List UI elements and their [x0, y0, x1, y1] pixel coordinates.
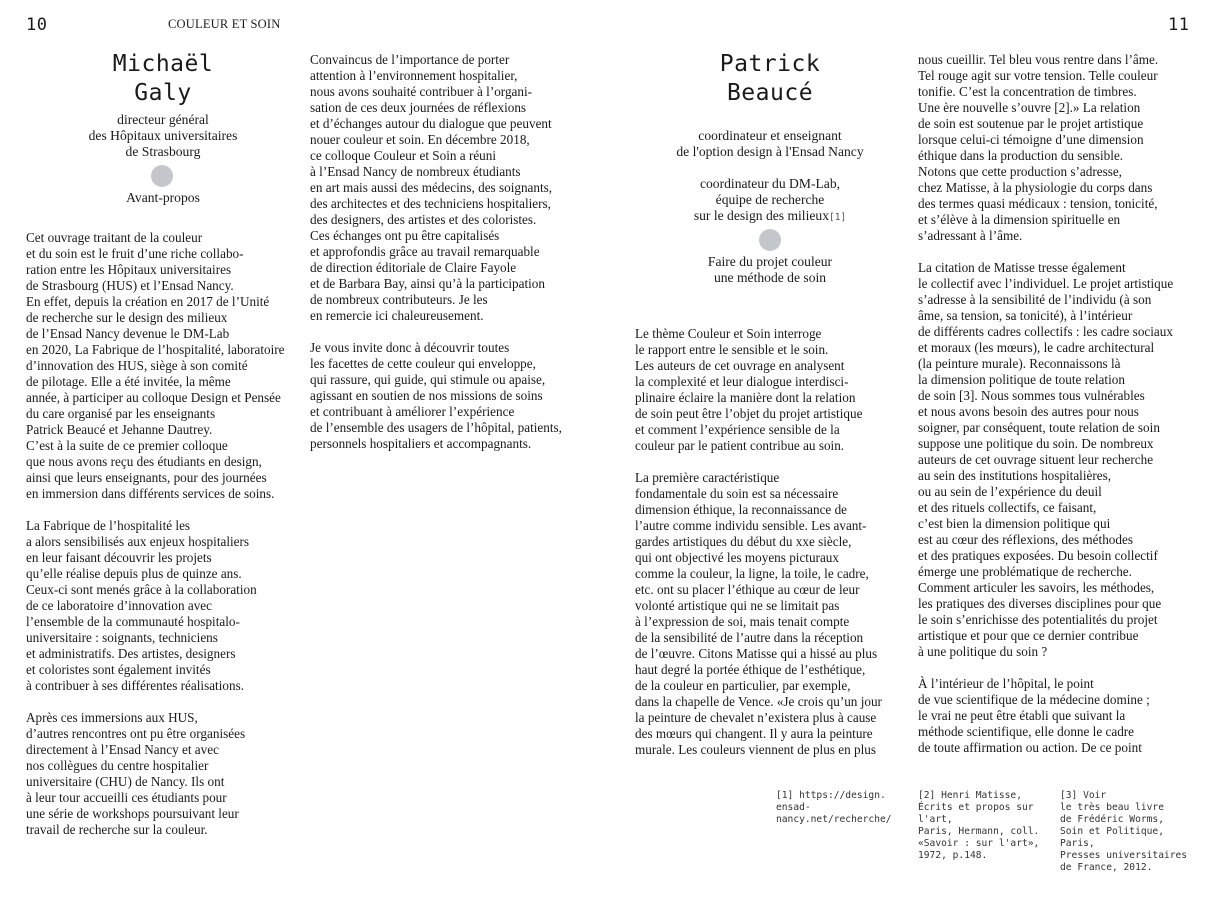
- section-title-projet-couleur: Faire du projet couleur une méthode de soin: [707, 254, 833, 285]
- separator-dot: [759, 229, 781, 251]
- paragraph: La Fabrique de l’hospitalité les a alors sensibilisés aux enjeux hospitaliers en leur faisant découvrir les projets qu’elle réalise depuis plus de quinze ans. Ceux-ci sont menés grâce à la collaboration de ce laboratoire d’innovation avec l’ensemble de la communauté hospitalo- universitaire : soignants, techniciens et administratifs. Des artistes, designers et coloristes sont également invités à contribuer à ses différentes réalisations.: [26, 518, 257, 693]
- left-column-2: [310, 52, 600, 468]
- section-title-avant-propos: Avant-propos: [126, 190, 200, 205]
- footnote-3: [3] Voir le très beau livre de Frédéric Worms, Soin et Politique, Paris, Presses universitaires de France, 2012.: [1060, 790, 1188, 873]
- paragraph: Cet ouvrage traitant de la couleur et du soin est le fruit d’une riche collabo- ration entre les Hôpitaux universitaires de Strasbourg (HUS) et l’Ensad Nancy. En effet, depuis la création en 2017 de l’Unité de recherche sur le design des milieux de l’Ensad Nancy devenue le DM-Lab en 2020, La Fabrique de l’hospitalité, laboratoire d’innovation des HUS, siège à son comité de pilotage. Elle a été invitée, la même année, à participer au colloque Design et Pensée du care organisé par les enseignants Patrick Beaucé et Jehanne Dautrey. C’est à la suite de ce premier colloque que nous avons reçu des étudiants en design, ainsi que leurs enseignants, pour des journées en immersion dans différents services de soins.: [26, 230, 285, 501]
- author-name-beauce: Patrick Beaucé: [719, 51, 821, 106]
- paragraph: nous cueillir. Tel bleu vous rentre dans l’âme. Tel rouge agit sur votre tension. Telle couleur tonifie. C’est la concentration de timbres. Une ère nouvelle s’ouvre [2].» La relation de soin est soutenue par le projet artistique lorsque celui-ci témoigne d’une dimension éthique dans la production du sensible. Notons que cette production s’adresse, chez Matisse, à la physiologie du corps dans des termes quasi médicaux : tension, tonicité, et s’élève à la dimension spirituelle en s’adressant à l’âme.: [918, 52, 1159, 243]
- separator-dot: [151, 165, 173, 187]
- right-column-2: [918, 52, 1204, 772]
- running-title: COULEUR ET SOIN: [168, 17, 281, 31]
- paragraph: Je vous invite donc à découvrir toutes les facettes de cette couleur qui enveloppe, qui rassure, qui guide, qui stimule ou apaise, agissant en soutien de nos missions de soins et contribuant à améliorer l’expérience de l’ensemble des usagers de l’hôpital, patients, personnels hospitaliers et accompagnants.: [310, 340, 562, 451]
- paragraph: La citation de Matisse tresse également le collectif avec l’individuel. Le projet artistique s’adresse à la sensibilité de l’individu (à son âme, sa tension, sa tonicité), à l’intérieur de différents cadres collectifs : les cadre sociaux et moraux (les mœurs), le cadre architectural (la peinture murale). Reconnaissons là la dimension politique de toute relation de soin [3]. Nous sommes tous vulnérables et nous avons besoin des autres pour nous soigner, par conséquent, toute relation de soin suppose une politique du soin. De nombreux auteurs de cet ouvrage situent leur recherche au sein des institutions hospitalières, ou au sein de l’expérience du deuil et des rituels collectifs, ce faisant, c’est bien la dimension politique qui est au cœur des réflexions, des méthodes et des pratiques exposées. Du besoin collectif émerge une problématique de recherche. Comment articuler les savoirs, les méthodes, les pratiques des diverses disciplines pour que le soin s’enrichisse des potentialités du projet artistique et pour que ce dernier contribue à une politique du soin ?: [918, 260, 1174, 659]
- footnote-1: [1] https://design. ensad-nancy.net/recherche/: [776, 790, 892, 825]
- footnote-2: [2] Henri Matisse, Écrits et propos sur l'art, Paris, Hermann, coll. «Savoir : sur l'art», 1972, p.148.: [918, 790, 1040, 861]
- right-column-1: [635, 326, 907, 774]
- paragraph: Après ces immersions aux HUS, d’autres rencontres ont pu être organisées directement à l’Ensad Nancy et avec nos collègues du centre hospitalier universitaire (CHU) de Nancy. Ils ont à leur tour accueilli ces étudiants pour une série de workshops poursuivant leur travail de recherche sur la couleur.: [26, 710, 246, 837]
- role-text: coordinateur du DM-Lab, équipe de recherche sur le design des milieux: [693, 176, 841, 223]
- left-page-number: 10: [26, 15, 48, 35]
- author-role-beauce-2: [636, 176, 904, 226]
- author-name-galy: Michaël Galy: [112, 51, 214, 106]
- paragraph: Convaincus de l’importance de porter attention à l’environnement hospitalier, nous avons souhaité contribuer à l’organi- sation de ces deux journées de réflexions et d’échanges autour du dialogue que peuvent nouer couleur et soin. En décembre 2018, ce colloque Couleur et Soin a réuni à l’Ensad Nancy de nombreux étudiants en art mais aussi des médecins, des soignants, des architectes et des techniciens hospitaliers, des designers, des artistes et des coloristes. Ces échanges ont pu être capitalisés et approfondis grâce au travail remarquable de direction éditoriale de Claire Fayole et de Barbara Bay, ainsi qu’à la participation de nombreux contributeurs. Je les en remercie ici chaleureusement.: [310, 52, 553, 323]
- paragraph: À l’intérieur de l’hôpital, le point de vue scientifique de la médecine domine ; le vrai ne peut être établi que suivant la méthode scientifique, elle donne le cadre de toute affirmation ou action. De ce point: [918, 676, 1150, 755]
- right-page-number: 11: [1168, 15, 1190, 35]
- author-role-beauce: coordinateur et enseignant de l'option design à l'Ensad Nancy: [676, 128, 864, 159]
- paragraph: La première caractéristique fondamentale du soin est sa nécessaire dimension éthique, la reconnaissance de l’autre comme individu sensible. Les avant- gardes artistiques du début du xxe siècle, qui ont objectivé les moyens picturaux comme la couleur, la ligne, la toile, le cadre, etc. ont su placer l’éthique au cœur de leur volonté artistique qui ne se limitait pas à l’expression de soi, mais tenait compte de la sensibilité de l’autre dans la réception de l’œuvre. Citons Matisse qui a hissé au plus haut degré la portée éthique de l’esthétique, de la couleur en particulier, par exemple, dans la chapelle de Vence. «Je crois qu’un jour la peinture de chevalet n’existera plus à cause des mœurs qui changent. Il y aura la peinture murale. Les couleurs viennent de plus en plus: [635, 470, 882, 757]
- paragraph: Le thème Couleur et Soin interroge le rapport entre le sensible et le soin. Les auteurs de cet ouvrage en analysent la complexité et leur dialogue interdisci- plinaire éclaire la manière dont la relation de soin peut être l’objet du projet artistique et comment l’expérience sensible de la couleur par le patient contribue au soin.: [635, 326, 863, 453]
- footnote-ref-1: [1]: [829, 212, 847, 223]
- left-column-1: [26, 230, 306, 854]
- author-role-galy: directeur général des Hôpitaux universitaires de Strasbourg: [88, 112, 238, 159]
